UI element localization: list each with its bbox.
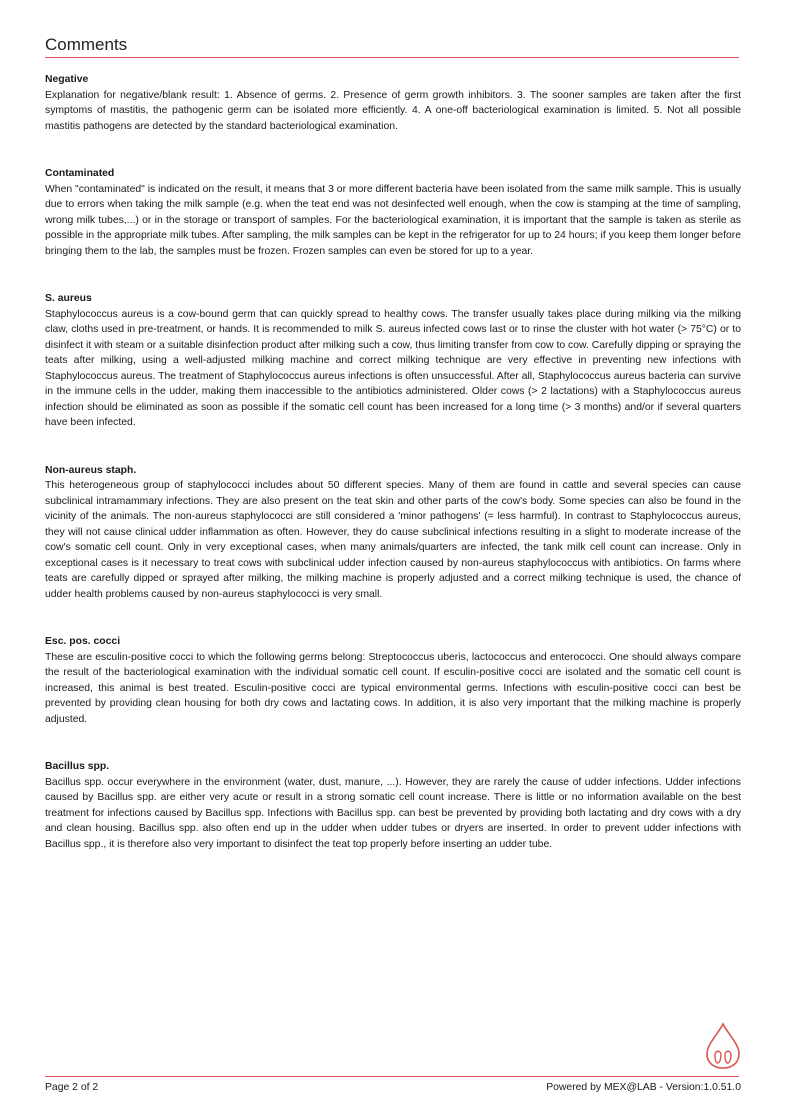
comment-section-s-aureus bbox=[45, 291, 741, 431]
comment-section-negative bbox=[45, 72, 741, 134]
comments-list bbox=[45, 72, 741, 884]
section-title: Negative bbox=[45, 74, 89, 85]
comment-section-esc-pos-cocci bbox=[45, 634, 741, 727]
page-number: Page 2 of 2 bbox=[45, 1082, 99, 1093]
header-divider bbox=[45, 57, 739, 58]
section-title: Esc. pos. cocci bbox=[45, 636, 121, 647]
milk-drop-udder-icon bbox=[704, 1022, 742, 1070]
comment-section-non-aureus-staph bbox=[45, 463, 741, 603]
section-title: Bacillus spp. bbox=[45, 761, 110, 772]
section-body: When "contaminated" is indicated on the result, it means that 3 or more different bacteria have been isolated from the same milk sample. This is usually due to errors when taking the milk sample (e.g. when the teat end was not desinfected well enough, when the cow is stamping at the time of sampling, wrong milk tubes,...) or in the storage or transport of samples. For the bacteriological examination, it is important that the sample is taken as sterile as possible in the appropriate milk tubes. After sampling, the milk samples can be kept in the refrigerator for up to 24 hours; if you keep them longer before bringing them to the lab, the samples must be frozen. Frozen samples can even be stored for up to a year. bbox=[45, 183, 741, 257]
footer-divider bbox=[45, 1076, 739, 1077]
section-body: Explanation for negative/blank result: 1. Absence of germs. 2. Presence of germ growth inhibitors. 3. The sooner samples are taken after the first symptoms of mastitis, the pathogenic germ can be isolated more efficiently. 4. A one-off bacteriological examination is limited. 5. Not all possible mastitis pathogens are detected by the standard bacteriological examination. bbox=[45, 89, 741, 132]
section-body: This heterogeneous group of staphylococci includes about 50 different species. Many of them are found in cattle and several species can cause subclinical intramammary infections. They are also present on the teat skin and other parts of the cow's body. Some species can also be found in the vicinity of the animals. The non-aureus staphylococci are still considered a 'minor pathogens' (= less harmful). In contrast to Staphylococcus aureus, they will not cause clinical udder inflammation as often. However, they do cause subclinical infections resulting in a slight to moderate increase of the cow's somatic cell count. Only in very exceptional cases, when many animals/quarters are infected, the tank milk cell count can increase. Only in exceptional cases is it necessary to treat cows with subclinical udder infection caused by non-aureus staphylococcus with antibiotics. On farms where teats are carefully dipped or sprayed after milking, the milking machine is properly adjusted and a correct milking technique is used, the chance of udder health problems caused by non-aureus staphylococci is very small. bbox=[45, 480, 741, 600]
comment-section-contaminated bbox=[45, 166, 741, 259]
section-body: Bacillus spp. occur everywhere in the environment (water, dust, manure, ...). However, they are rarely the cause of udder infections. Udder infections caused by Bacillus spp. are either very acute or result in a strong somatic cell count increase. There is little or no information available on the best treatment for infections caused by Bacillus spp. Infections with Bacillus spp. can best be prevented by providing both lactating and dry cows with a dry and clean housing. Bacillus spp. also often end up in the udder when udder tubes or dryers are inserted. In order to prevent udder infections with Bacillus spp., it is therefore also very important to disinfect the teat top properly before inserting an udder tube. bbox=[45, 776, 741, 850]
comment-section-bacillus bbox=[45, 759, 741, 852]
powered-by-label: Powered by MEX@LAB - Version:1.0.51.0 bbox=[546, 1082, 741, 1093]
section-body: These are esculin-positive cocci to which the following germs belong: Streptococcus uberis, lactococcus and enterococci. One should always compare the result of the bacteriological examination with the individual somatic cell count. If esculin-positive cocci are isolated and the somatic cell count is increased, this animal is best treated. Esculin-positive cocci are typical environmental germs. Infections with esculin-positive cocci can best be prevented by providing clean housing for both dry cows and lactating cows. In addition, it is also very important that the milking machine is properly adjusted. bbox=[45, 651, 741, 725]
section-title: Non-aureus staph. bbox=[45, 464, 137, 476]
section-title: S. aureus bbox=[45, 293, 92, 304]
section-title: Contaminated bbox=[45, 168, 115, 179]
page-title: Comments bbox=[45, 35, 128, 54]
section-body: Staphylococcus aureus is a cow-bound germ that can quickly spread to healthy cows. The transfer usually takes place during milking via the milking claw, cloths used in pre-treatment, or hands. It is recommended to milk S. aureus infected cows last or to rinse the cluster with hot water (> 75°C) or to disinfect it with steam or a suitable disinfection product after milking such a cow, thus limiting transfer from cow to cow. Carefully dipping or spraying the teats after milking, using a well-adjusted milking machine and correct milking technique are very effective in preventing new infections with Staphylococcus aureus. The treatment of Staphylococcus aureus infections is often unsuccessful. After all, Staphylococcus aureus bacteria can survive in the immune cells in the udder, making them inaccessible to the antibiotics administered. Older cows (> 2 lactations) with a Staphylococcus aureus infection should be eliminated as soon as possible if the somatic cell count has been increased for a long time (> 3 months) and/or if several quarters have been infected. bbox=[45, 308, 741, 428]
